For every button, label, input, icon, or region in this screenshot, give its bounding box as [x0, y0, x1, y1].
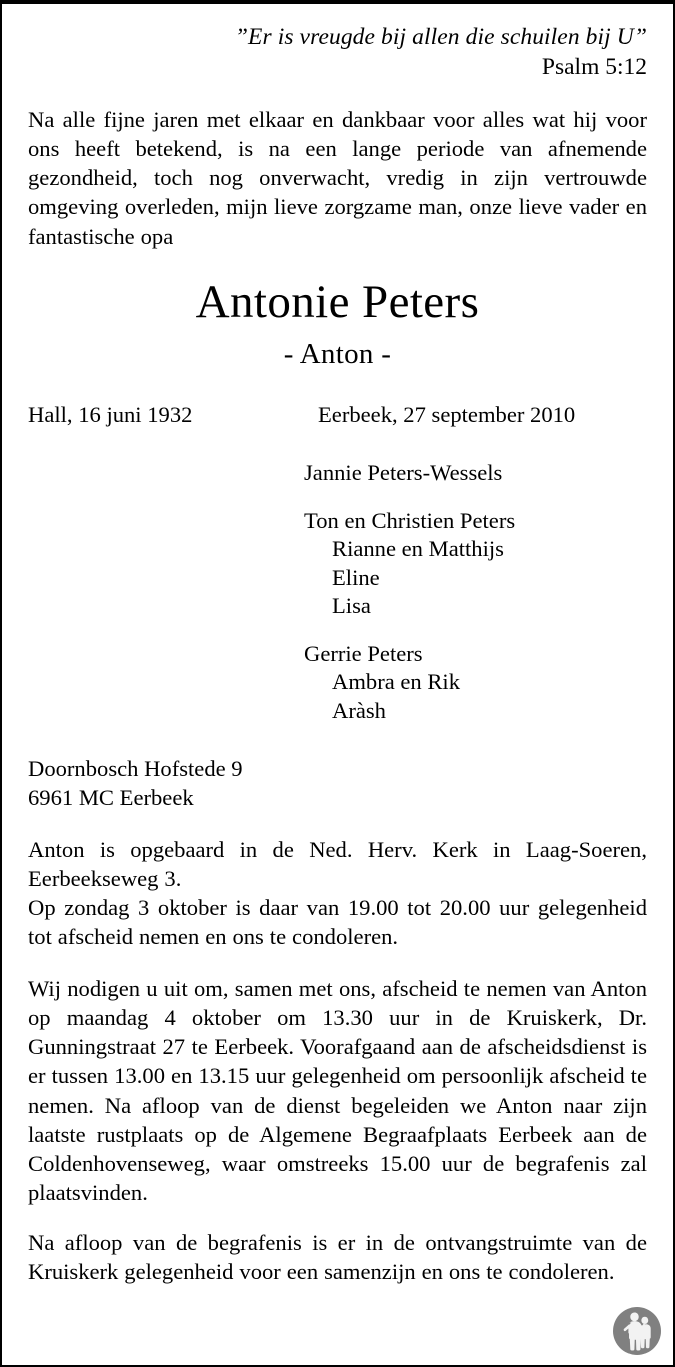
service-paragraph: Wij nodigen u uit om, samen met ons, afscheid te nemen van Anton op maandag 4 oktober om 13.30 uur in de Kruiskerk, Dr. Gunningstraat 27 te Eerbeek. Voorafgaand aan de afscheidsdienst is er tussen 13.00 en 13.15 uur gelegenheid om persoonlijk afscheid te nemen. Na afloop van de dienst begeleiden we Anton naar zijn laatste rustplaats op de Algemene Begraafplaats Eerbeek aan de Coldenhovenseweg, waar omstreeks 15.00 uur de begrafenis zal plaatsvinden. [28, 975, 647, 1206]
address-street: Doornbosch Hofstede 9 [28, 755, 243, 781]
quote-text: ”Er is vreugde bij allen die schuilen bij U” [234, 24, 647, 50]
reception-paragraph: Na afloop van de begrafenis is er in de ontvangstruimte van de Kruiskerk gelegenheid voor een samenzijn en ons te condoleren. [28, 1229, 647, 1284]
family-group [304, 459, 647, 487]
spacer [28, 952, 647, 974]
family-group [304, 640, 647, 725]
wake-time-paragraph: Op zondag 3 oktober is daar van 19.00 tot 20.00 uur gelegenheid tot afscheid nemen en ons te condoleren. [28, 895, 647, 950]
deceased-name-block [28, 277, 647, 374]
wake-location-paragraph: Anton is opgebaard in de Ned. Herv. Kerk in Laag-Soeren, Eerbeekseweg 3. [28, 836, 647, 891]
dates-row [28, 401, 647, 429]
intro-paragraph: Na alle fijne jaren met elkaar en dankbaar voor alles wat hij voor ons heeft betekend, is na een lange periode van afnemende gezondheid, toch nog onverwacht, vredig in zijn vertrouwde omgeving overleden, mijn lieve zorgzame man, onze lieve vader en fantastische opa [28, 106, 647, 249]
family-member: Lisa [332, 592, 371, 618]
family-member: Jannie Peters-Wessels [304, 460, 503, 485]
birth-date: Hall, 16 juni 1932 [28, 401, 193, 427]
quote-source: Psalm 5:12 [541, 54, 647, 81]
family-member: Gerrie Peters [304, 641, 423, 667]
family-member: Ton en Christien Peters [304, 508, 516, 534]
deceased-nickname: - Anton - [283, 337, 392, 370]
family-group [304, 507, 647, 620]
spacer [28, 1208, 647, 1228]
address-city: 6961 MC Eerbeek [28, 784, 194, 810]
spacer [28, 813, 647, 835]
deceased-name: Antonie Peters [195, 275, 480, 328]
notice-content [28, 22, 647, 1286]
family-member: Aràsh [332, 697, 386, 723]
address-block [28, 755, 647, 813]
header-quote-block [28, 22, 647, 83]
family-member: Rianne en Matthijs [332, 536, 504, 562]
death-date: Eerbeek, 27 september 2010 [318, 401, 576, 427]
family-member: Eline [332, 564, 380, 590]
family-member: Ambra en Rik [332, 669, 461, 695]
embracing-figures-logo [609, 1303, 665, 1359]
family-list [28, 459, 647, 725]
